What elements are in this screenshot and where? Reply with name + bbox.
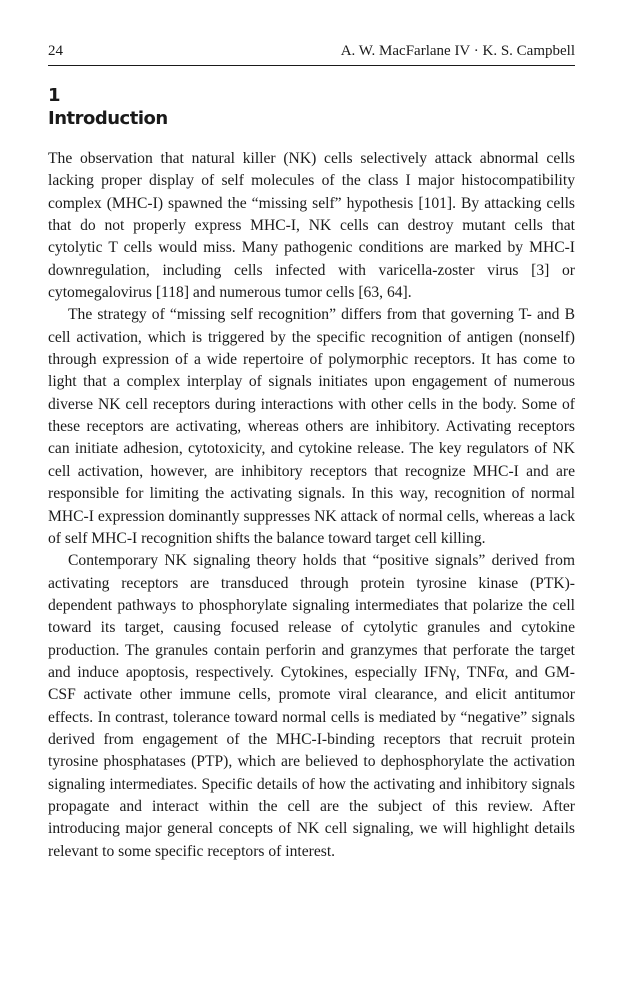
header-rule xyxy=(48,65,575,66)
section-title: Introduction xyxy=(48,108,168,129)
section-number: 1 xyxy=(48,85,61,106)
running-head xyxy=(48,42,575,60)
page-number: 24 xyxy=(48,43,63,59)
paragraph-3: Contemporary NK signaling theory holds that “positive signals” derived from activating receptors are transduced through protein tyrosine kinase (PTK)-dependent pathways to phosphorylate signaling intermediates that polarize the cell toward its target, causing focused release of cytolytic granules and cytokine production. The granules contain perforin and granzymes that perforate the target and induce apoptosis, respectively. Cytokines, especially IFNγ, TNFα, and GM-CSF activate other immune cells, promote viral clearance, and elicit antitumor effects. In contrast, tolerance toward normal cells is mediated by “negative” signals derived from engagement of the MHC-I-binding receptors that recruit protein tyrosine phosphatases (PTP), which are believed to dephosphorylate the activation signaling intermediates. Specific details of how the activating and inhibitory signals propagate and interact within the cell are the subject of this review. After introducing major general concepts of NK cell signaling, we will highlight details relevant to some specific receptors of interest. xyxy=(48,552,575,860)
running-head-authors: A. W. MacFarlane IV · K. S. Campbell xyxy=(340,43,575,59)
paragraph-2: The strategy of “missing self recognition” differs from that governing T- and B cell activation, which is triggered by the specific recognition of antigen (nonself) through expression of a wide repertoire of polymorphic receptors. It has come to light that a complex interplay of signals initiates upon engagement of numerous diverse NK cell receptors during interactions with other cells in the body. Some of these receptors are activating, whereas others are inhibitory. Activating receptors can initiate adhesion, cytotoxicity, and cytokine release. The key regulators of NK cell activation, however, are inhibitory receptors that recognize MHC-I and are responsible for limiting the activating signals. In this way, recognition of normal MHC-I expression dominantly suppresses NK attack of normal cells, whereas a lack of self MHC-I recognition shifts the balance toward target cell killing. xyxy=(48,306,575,547)
section-heading xyxy=(48,84,168,130)
paragraph-1: The observation that natural killer (NK) cells selectively attack abnormal cells lacking proper display of self molecules of the class I major histocompatibility complex (MHC-I) spawned the “missing self” hypothesis [101]. By attacking cells that do not properly express MHC-I, NK cells can destroy mutant cells that cytolytic T cells would miss. Many pathogenic conditions are marked by MHC-I downregulation, including cells infected with varicella-zoster virus [3] or cytomegalovirus [118] and numerous tumor cells [63, 64]. xyxy=(48,150,575,302)
body-text xyxy=(48,148,575,863)
